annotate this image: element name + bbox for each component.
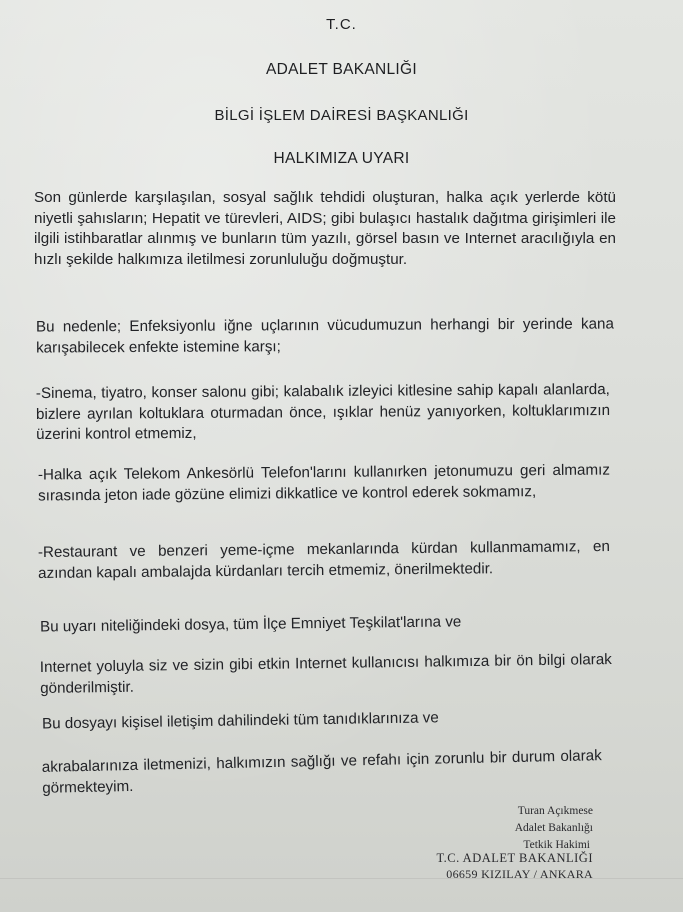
ministry-header: ADALET BAKANLIĞI	[266, 61, 417, 78]
paragraph-telephone: -Halka açık Telekom Ankesörlü Telefon'larını kullanırken jetonumuzu geri almamız sırasında jeton iade gözüne elimizi dikkatlice ve kontrol ederek sokmamız,	[37, 461, 610, 504]
paragraph-restaurant: -Restaurant ve benzeri yeme-içme mekanlarında kürdan kullanmamamız, en azından kapalı ambalajda kürdanları tercih etmemiz, önerilmektedir.	[37, 538, 610, 582]
paragraph-forward: Bu dosyayı kişisel iletişim dahilindeki tüm tanıdıklarınıza ve	[41, 709, 439, 733]
signature-office: T.C. ADALET BAKANLIĞI	[436, 851, 593, 865]
document-heading: HALKIMIZA UYARI	[273, 150, 410, 167]
paragraph-closing: akrabalarınıza iletmenizi, halkımızın sağlığı ve refahı için zorunlu bir durum olarak görmekteyim.	[41, 747, 602, 797]
paragraph-distribution: Bu uyarı niteliğindeki dosya, tüm İlçe Emniyet Teşkilat'larına ve	[39, 613, 462, 636]
country-header: T.C.	[326, 16, 357, 33]
department-header: BİLGİ İŞLEM DAİRESİ BAŞKANLIĞI	[214, 107, 469, 124]
paragraph-internet: Internet yoluyla siz ve sizin gibi etkin Internet kullanıcısı halkımıza bir ön bilgi olarak gönderilmiştir.	[39, 651, 612, 697]
paragraph-cinema: -Sinema, tiyatro, konser salonu gibi; kalabalık izleyici kitlesine sahip kapalı alanlarda, bizlere ayrılan koltuklara oturmadan önce, ışıklar henüz yanıyorken, koltuklarımızın üzerini kontrol etmemiz,	[35, 380, 611, 444]
signature-title: Tetkik Hakimi	[523, 839, 590, 851]
signature-institution: Adalet Bakanlığı	[514, 822, 593, 834]
signature-name: Turan Açıkmese	[517, 805, 593, 817]
signature-address: 06659 KIZILAY / ANKARA	[446, 867, 593, 881]
paragraph-intro: Son günlerde karşılaşılan, sosyal sağlık tehdidi oluşturan, halka açık yerlerde kötü niyetli şahısların; Hepatit ve türevleri, AIDS; gibi bulaşıcı hastalık dağıtma girişimleri ile ilgili istihbaratlar alınmış ve bunların tüm yazılı, görsel basın ve Internet aracılığıyla en hızlı şekilde halkımıza iletilmesi zorunluluğu doğmuştur.	[34, 189, 616, 268]
paragraph-reason: Bu nedenle; Enfeksiyonlu iğne uçlarının vücudumuzun herhangi bir yerinde kana karışabilecek enfekte istemine karşı;	[35, 315, 614, 357]
